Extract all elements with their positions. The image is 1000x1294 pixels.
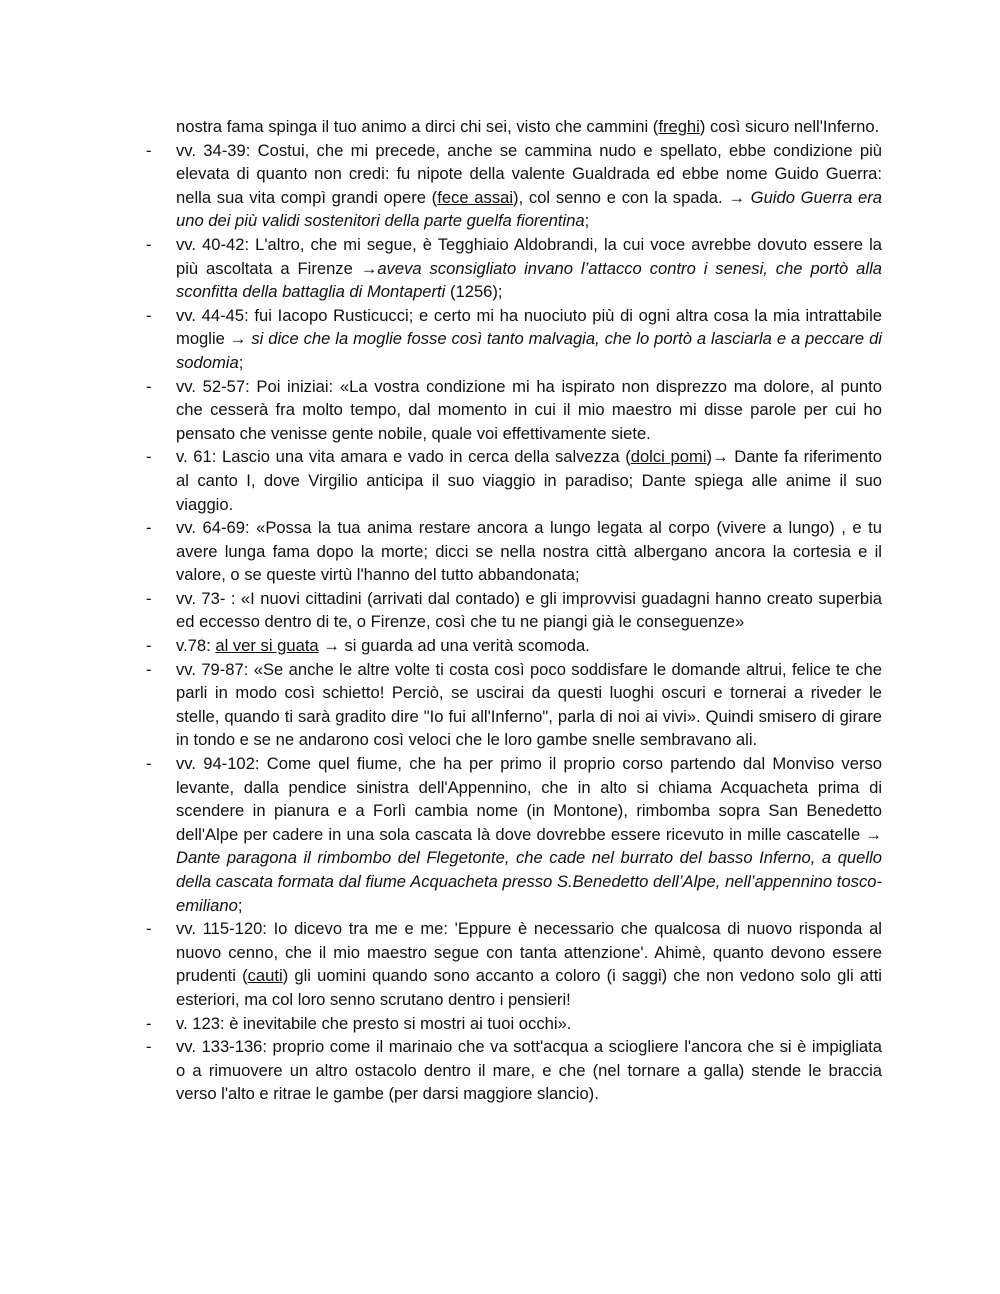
text-segment: vv. 133-136: proprio come il marinaio che va sott'acqua a sciogliere l'ancora che si è impigliata o a rimuovere un altro ostacolo dentro il mare, e che (nel tornare a galla) stende le braccia verso l'alto e ritrae le gambe (per darsi maggiore slancio). — [176, 1037, 882, 1104]
list-item — [146, 375, 882, 446]
list-bullet: - — [146, 447, 152, 467]
list-bullet: - — [146, 1037, 152, 1057]
text-segment: vv. 73- : «I nuovi cittadini (arrivati dal contado) e gli improvvisi guadagni hanno creato superbia ed eccesso dentro di te, o Firenze, così che tu ne piangi già le conseguenze» — [176, 588, 882, 632]
list-bullet: - — [146, 234, 152, 254]
list-item — [146, 233, 882, 304]
text-segment: vv. 34-39: Costui, che mi precede, anche se cammina nudo e spellato, ebbe condizione più elevata di quanto non credi: fu nipote della valente Gualdrada ed ebbe nome Guido Guerra: nella sua vita compì grandi opere ( — [176, 140, 882, 207]
text-segment: vv. 79-87: «Se anche le altre volte ti costa così poco soddisfare le domande altrui, felice te che parli in modo così schietto! Perciò, se uscirai da questi luoghi oscuri e tornerai a riveder le stelle, quando ti sarà gradito dire "Io fui all'Inferno", parla di noi ai vivi». Quindi smisero di girare in tondo e se ne andarono così veloci che le loro gambe snelle sembravano ali. — [176, 659, 882, 750]
text-segment: )→ Dante fa riferimento al canto I, dove Virgilio anticipa il suo viaggio in paradiso; Dante spiega alle anime il suo viaggio. — [176, 447, 882, 514]
list-bullet: - — [146, 1013, 152, 1033]
list-item — [146, 139, 882, 233]
text-segment: → si guarda ad una verità scomoda. — [318, 636, 590, 656]
list-item — [146, 634, 882, 658]
text-segment: vv. 44-45: fui Iacopo Rusticucci; e certo mi ha nuociuto più di ogni altra cosa la mia intrattabile moglie → — [176, 305, 882, 349]
text-segment: (1256); — [445, 282, 503, 302]
underlined-term: freghi — [658, 117, 700, 136]
text-segment: nostra fama spinga il tuo animo a dirci chi sei, visto che cammini ( — [176, 117, 659, 136]
text-segment: ), col senno e con la spada. → — [513, 187, 751, 207]
underlined-term: al ver si guata — [215, 636, 319, 656]
underlined-term: fece assai — [437, 187, 514, 207]
document-page — [0, 115, 1000, 1106]
list-item — [146, 445, 882, 516]
text-segment: vv. 115-120: Io dicevo tra me e me: 'Eppure è necessario che qualcosa di nuovo risponda al nuovo cenno, che il mio maestro segue con tanta attenzione'. Ahimè, quanto devono essere prudenti ( — [176, 919, 882, 986]
list-item — [146, 587, 882, 634]
list-bullet: - — [146, 588, 152, 608]
list-bullet: - — [146, 305, 152, 325]
list-bullet: - — [146, 919, 152, 939]
underlined-term: dolci pomi — [630, 447, 707, 467]
list-bullet: - — [146, 754, 152, 774]
underlined-term: cauti — [247, 966, 283, 986]
text-segment: v. 61: Lascio una vita amara e vado in cerca della salvezza ( — [176, 447, 631, 467]
list-item — [146, 1012, 882, 1036]
text-segment: vv. 94-102: Come quel fiume, che ha per primo il proprio corso partendo dal Monviso verso levante, dalla pendice sinistra dell'Appennino, che in alto si chiama Acquacheta prima di scendere in pianura e a Forlì cambia nome (in Montone), rimbomba sopra San Benedetto dell'Alpe per cadere in una sola cascata là dove dovrebbe essere ricevuto in mille cascatelle → — [176, 754, 882, 844]
list-bullet: - — [146, 659, 152, 679]
italic-comment: aveva sconsigliato invano l’attacco contro i senesi, che portò alla sconfitta della battaglia di Montaperti — [176, 258, 882, 302]
text-segment: ; — [584, 211, 590, 231]
italic-comment: Guido Guerra era uno dei più validi sostenitori della parte guelfa fiorentina — [176, 187, 882, 231]
text-segment: vv. 52-57: Poi iniziai: «La vostra condizione mi ha ispirato non disprezzo ma dolore, al punto che cesserà fra molto tempo, dal momento in cui il mio maestro mi disse parole per cui ho pensato che venisse gente nobile, quale voi effettivamente siete. — [176, 376, 882, 443]
italic-comment: si dice che la moglie fosse così tanto malvagia, che lo portò a lasciarla e a peccare di sodomia — [176, 329, 882, 372]
list-item — [146, 658, 882, 752]
list-item — [176, 115, 882, 139]
list-item — [146, 917, 882, 1011]
list-item — [146, 304, 882, 375]
text-segment: vv. 64-69: «Possa la tua anima restare ancora a lungo legata al corpo (vivere a lungo) , e tu avere lunga fama dopo la morte; dicci se nella nostra città albergano ancora la cortesia e il valore, o se queste virtù l'hanno del tutto abbandonata; — [176, 518, 882, 585]
text-segment: ) gli uomini quando sono accanto a coloro (i saggi) che non vedono solo gli atti esteriori, ma col loro senno scrutano dentro i pensieri! — [176, 966, 882, 1009]
list-bullet: - — [146, 376, 152, 396]
list-bullet: - — [146, 140, 152, 160]
list-item — [146, 1035, 882, 1106]
italic-comment: Dante paragona il rimbombo del Flegetonte, che cade nel burrato del basso Inferno, a quello della cascata formata dal fiume Acquacheta presso S.Benedetto dell’Alpe, nell’appennino tosco-emiliano — [176, 848, 882, 915]
text-segment: ; — [238, 352, 244, 372]
text-segment: v.78: — [176, 636, 216, 656]
text-segment: v. 123: è inevitabile che presto si mostri ai tuoi occhi». — [176, 1013, 572, 1033]
list-item — [146, 516, 882, 587]
list-bullet: - — [146, 636, 152, 656]
text-segment: ) così sicuro nell'Inferno. — [699, 117, 880, 136]
text-segment: ; — [237, 895, 243, 915]
list-bullet: - — [146, 518, 152, 538]
list-item — [146, 752, 882, 917]
text-segment: vv. 40-42: L'altro, che mi segue, è Tegghiaio Aldobrandi, la cui voce avrebbe dovuto essere la più ascoltata a Firenze → — [176, 234, 882, 278]
